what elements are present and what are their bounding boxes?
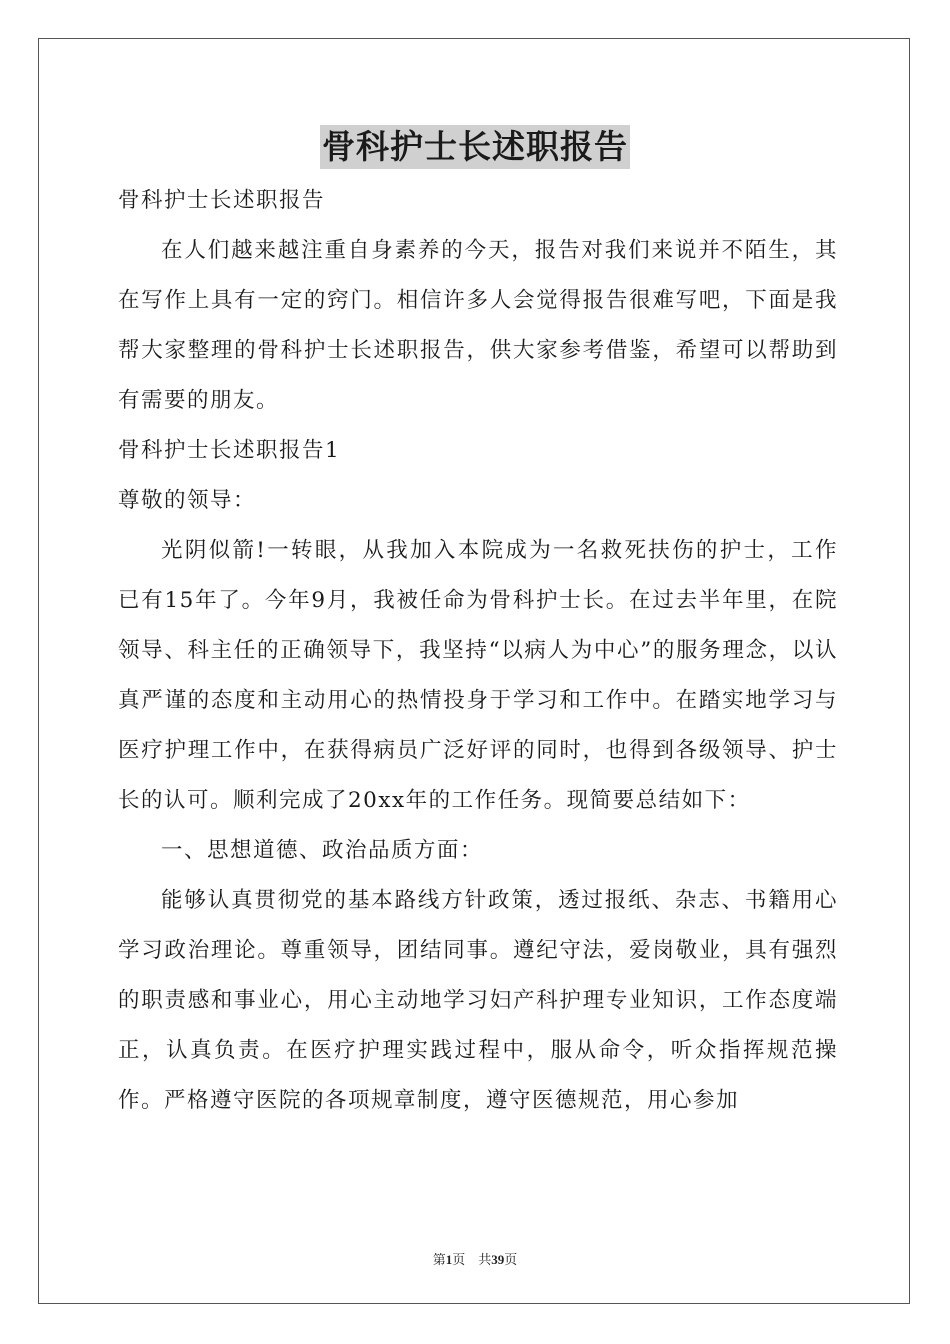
paragraph-body-2: 能够认真贯彻党的基本路线方针政策，透过报纸、杂志、书籍用心学习政治理论。尊重领导，团结同事。遵纪守法，爱岗敬业，具有强烈的职责感和事业心，用心主动地学习妇产科护理专业知识，工作态度端正，认真负责。在医疗护理实践过程中，服从命令，听众指挥规范操作。严格遵守医院的各项规章制度，遵守医德规范，用心参加 xyxy=(118,888,838,1113)
document-title xyxy=(0,125,950,169)
paragraph-body-1: 光阴似箭!一转眼，从我加入本院成为一名救死扶伤的护士，工作已有15年了。今年9月，我被任命为骨科护士长。在过去半年里，在院领导、科主任的正确领导下，我坚持“以病人为中心”的服务理念，以认真严谨的态度和主动用心的热情投身于学习和工作中。在踏实地学习与医疗护理工作中，在获得病员广泛好评的同时，也得到各级领导、护士长的认可。顺利完成了20xx年的工作任务。现简要总结如下： xyxy=(118,538,838,813)
footer-total-prefix: 共 xyxy=(478,1252,492,1267)
footer-prefix: 第 xyxy=(432,1252,446,1267)
footer-page-word: 页 xyxy=(452,1252,466,1267)
footer-current-page: 1 xyxy=(445,1252,453,1267)
paragraph-subtitle: 骨科护士长述职报告 xyxy=(118,188,326,213)
paragraph-section-heading: 骨科护士长述职报告1 xyxy=(118,438,341,463)
page-footer xyxy=(0,1249,950,1268)
footer-total-suffix: 页 xyxy=(504,1252,518,1267)
paragraph-intro: 在人们越来越注重自身素养的今天，报告对我们来说并不陌生，其在写作上具有一定的窍门。相信许多人会觉得报告很难写吧，下面是我帮大家整理的骨科护士长述职报告，供大家参考借鉴，希望可以帮助到有需要的朋友。 xyxy=(118,238,838,413)
document-title-text: 骨科护士长述职报告 xyxy=(320,125,630,169)
paragraph-heading-1: 一、思想道德、政治品质方面： xyxy=(161,838,484,863)
paragraph-salutation: 尊敬的领导： xyxy=(118,488,257,513)
footer-total-pages: 39 xyxy=(491,1252,505,1267)
document-body xyxy=(118,176,838,1126)
